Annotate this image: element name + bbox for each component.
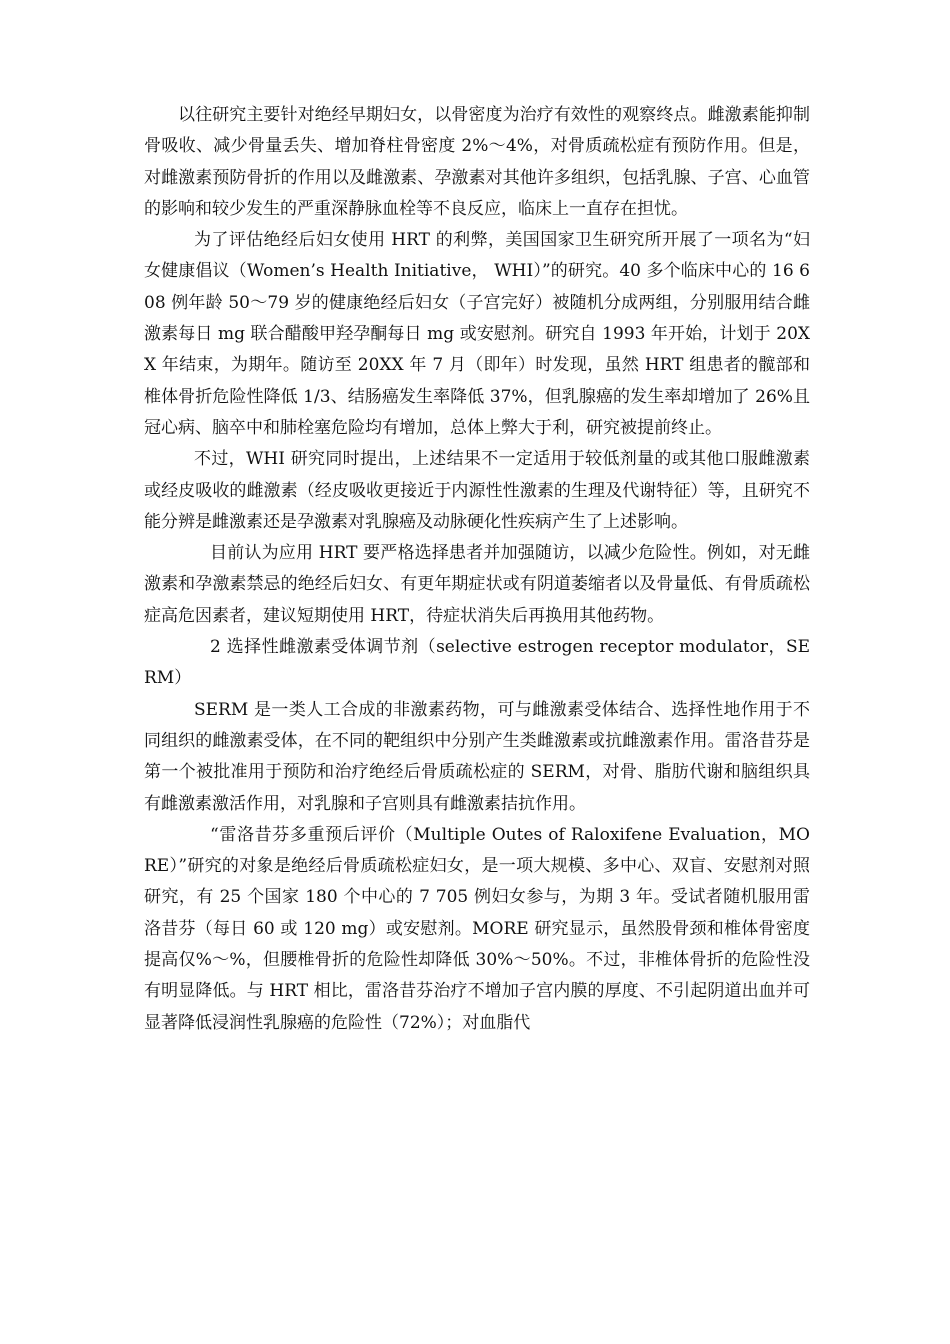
section-heading-serm: 2 选择性雌激素受体调节剂（selective estrogen receptor modulator，SERM）: [144, 637, 810, 689]
paragraph-whi-limitations: 不过，WHI 研究同时提出，上述结果不一定适用于较低剂量的或其他口服雌激素或经皮吸收的雌激素（经皮吸收更接近于内源性性激素的生理及代谢特征）等，且研究不能分辨是雌激素还是孕激素对乳腺癌及动脉硬化性疾病产生了上述影响。: [144, 449, 810, 532]
paragraph-whi-study: 为了评估绝经后妇女使用 HRT 的利弊，美国国家卫生研究所开展了一项名为“妇女健康倡议（Women’s Health Initiative， WHI）”的研究。40 多个临床中心的 16 608 例年龄 50～79 岁的健康绝经后妇女（子宫完好）被随机分成两组，分别服用结合雌激素每日 mg 联合醋酸甲羟孕酮每日 mg 或安慰剂。研究自 1993 年开始，计划于 20XX 年结束，为期年。随访至 20XX 年 7 月（即年）时发现，虽然 HRT 组患者的髋部和椎体骨折危险性降低 1/3、结肠癌发生率降低 37%，但乳腺癌的发生率却增加了 26%且冠心病、脑卒中和肺栓塞危险均有增加，总体上弊大于利，研究被提前终止。: [144, 230, 810, 438]
paragraph-hrt-recommendation: 目前认为应用 HRT 要严格选择患者并加强随访，以减少危险性。例如，对无雌激素和孕激素禁忌的绝经后妇女、有更年期症状或有阴道萎缩者以及骨量低、有骨质疏松症高危因素者，建议短期使用 HRT，待症状消失后再换用其他药物。: [144, 543, 810, 626]
document-body: [144, 100, 810, 1039]
paragraph-more-study: “雷洛昔芬多重预后评价（Multiple Outes of Raloxifene Evaluation，MORE）”研究的对象是绝经后骨质疏松症妇女，是一项大规模、多中心、双盲、安慰剂对照研究，有 25 个国家 180 个中心的 7 705 例妇女参与，为期 3 年。受试者随机服用雷洛昔芬（每日 60 或 120 mg）或安慰剂。MORE 研究显示，虽然股骨颈和椎体骨密度提高仅%～%，但腰椎骨折的危险性却降低 30%～50%。不过，非椎体骨折的危险性没有明显降低。与 HRT 相比，雷洛昔芬治疗不增加子宫内膜的厚度、不引起阴道出血并可显著降低浸润性乳腺癌的危险性（72%）；对血脂代: [144, 824, 810, 1033]
paragraph-hrt-early-research: 以往研究主要针对绝经早期妇女，以骨密度为治疗有效性的观察终点。雌激素能抑制骨吸收、减少骨量丢失、增加脊柱骨密度 2%～4%，对骨质疏松症有预防作用。但是，对雌激素预防骨折的作用以及雌激素、孕激素对其他许多组织，包括乳腺、子宫、心血管的影响和较少发生的严重深静脉血栓等不良反应，临床上一直存在担忧。: [144, 105, 810, 219]
paragraph-serm-definition: SERM 是一类人工合成的非激素药物，可与雌激素受体结合、选择性地作用于不同组织的雌激素受体，在不同的靶组织中分别产生类雌激素或抗雌激素作用。雷洛昔芬是第一个被批准用于预防和治疗绝经后骨质疏松症的 SERM，对骨、脂肪代谢和脑组织具有雌激素激活作用，对乳腺和子宫则具有雌激素拮抗作用。: [144, 699, 810, 814]
